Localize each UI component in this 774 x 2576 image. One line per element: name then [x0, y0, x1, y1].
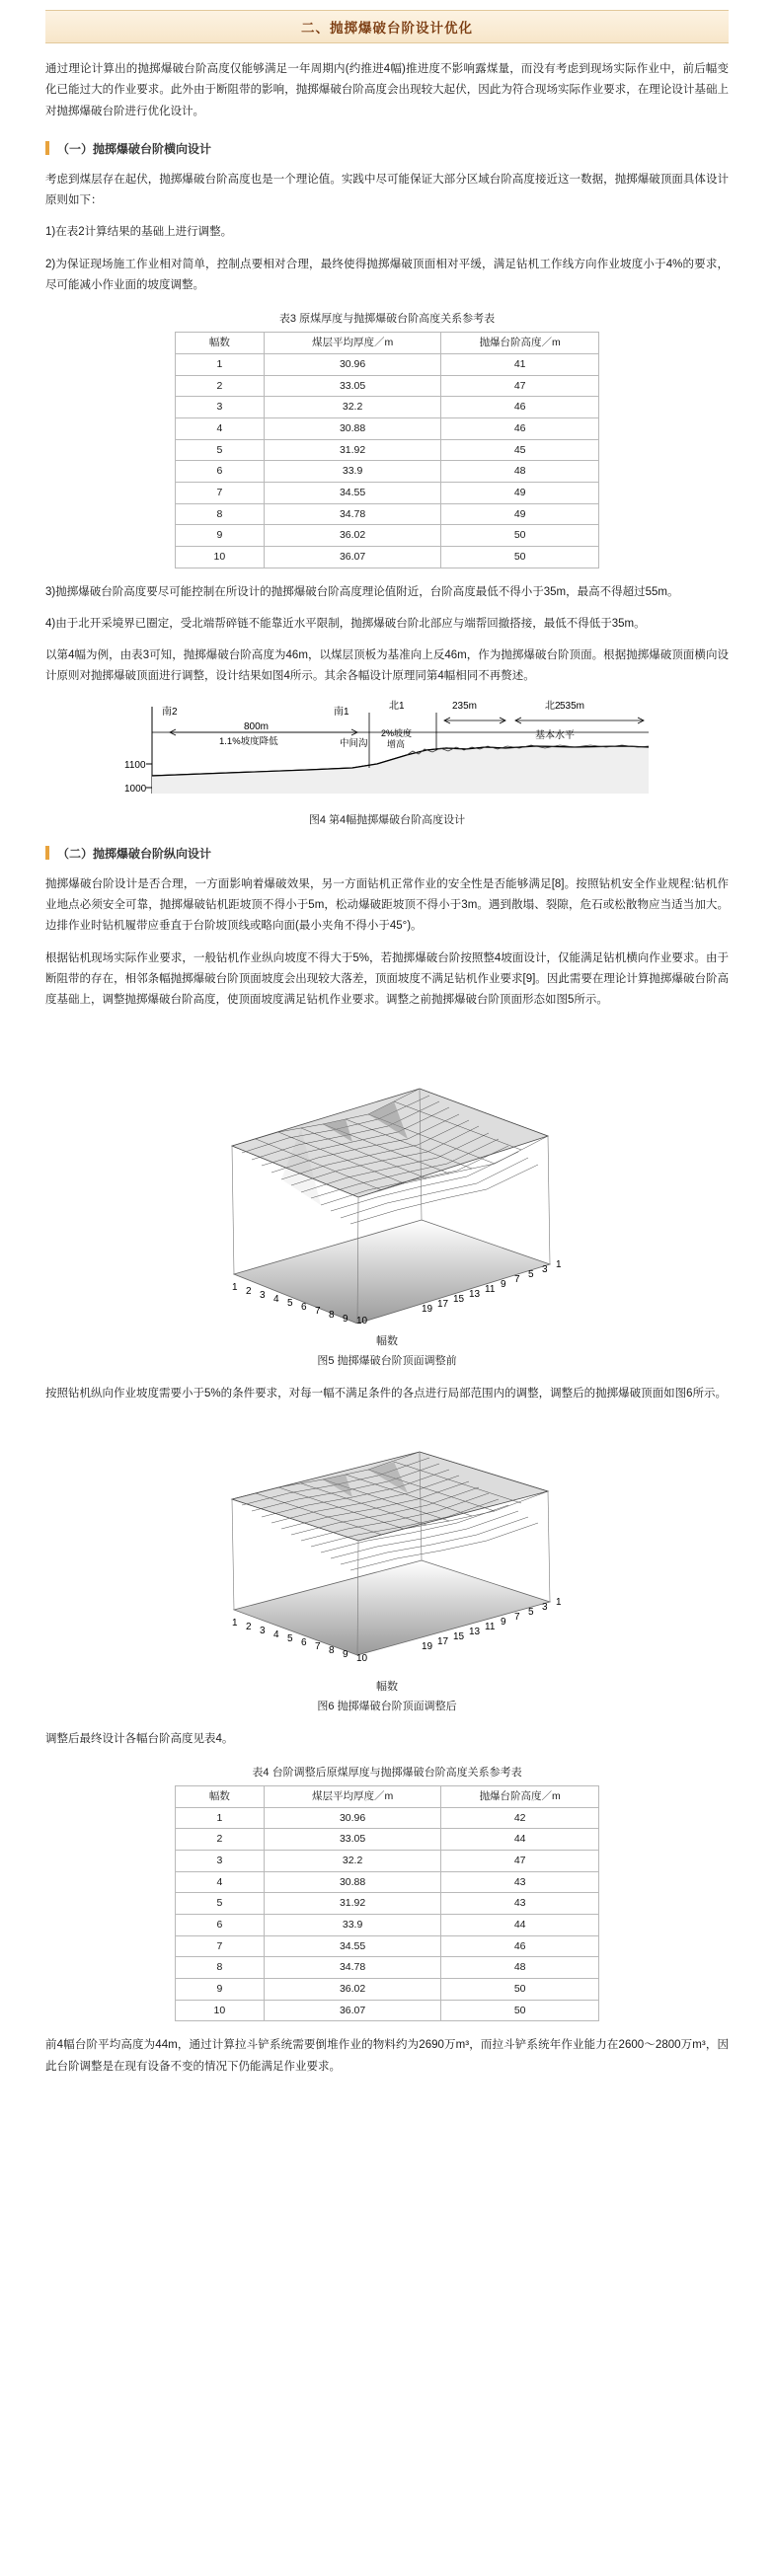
fig5-xtick-4: 5 — [287, 1298, 293, 1310]
fig4-label-south1: 南1 — [334, 706, 349, 718]
fig6-xtick-8: 9 — [343, 1648, 348, 1660]
table4-r8c2: 50 — [441, 1979, 599, 2001]
paragraph-drill-slope — [45, 948, 729, 1012]
table3-r5c2: 48 — [441, 461, 599, 483]
fig5-xtick-3: 4 — [273, 1294, 279, 1306]
fig6-ytick-2: 5 — [528, 1606, 534, 1618]
figure-4-canvas — [111, 699, 663, 807]
table3-r0c1: 30.96 — [264, 353, 441, 375]
table-row — [176, 525, 599, 547]
section-title: 二、抛掷爆破台阶设计优化 — [45, 10, 729, 43]
table-row — [176, 1850, 599, 1871]
figure-6-axis-label: 幅数 — [376, 1680, 398, 1693]
table-row — [176, 397, 599, 418]
fig5-xtick-2: 3 — [260, 1290, 266, 1302]
table4-caption: 表4 台阶调整后原煤厚度与抛掷爆破台阶高度关系参考表 — [252, 1766, 522, 1779]
accent-bar-icon — [45, 141, 49, 155]
table3-r4c2: 45 — [441, 439, 599, 461]
fig6-xtick-0: 1 — [232, 1617, 238, 1629]
fig5-xtick-9: 10 — [356, 1316, 368, 1325]
table3-r9c1: 36.07 — [264, 547, 441, 568]
table3-header-2: 抛爆台阶高度／m — [441, 333, 599, 354]
table3-r4c1: 31.92 — [264, 439, 441, 461]
table-row — [176, 482, 599, 503]
table3-r3c0: 4 — [176, 417, 265, 439]
fig4-y-top: 1100 — [124, 759, 146, 771]
fig5-xtick-8: 9 — [343, 1314, 348, 1325]
table4-r7c0: 8 — [176, 1957, 265, 1979]
fig4-label-center: 中间沟 — [340, 737, 368, 749]
fig4-label-slope-1: 2%坡度 — [381, 727, 413, 738]
table3-r6c1: 34.55 — [264, 482, 441, 503]
fig6-xtick-3: 4 — [273, 1629, 279, 1640]
table3-r4c0: 5 — [176, 439, 265, 461]
table4-r5c1: 33.9 — [264, 1915, 441, 1936]
fig6-ytick-4: 9 — [501, 1616, 506, 1628]
subheading-label: （一）抛掷爆破台阶横向设计 — [57, 141, 212, 156]
fig4-label-north2: 北2 — [545, 700, 561, 712]
table-row — [176, 439, 599, 461]
fig4-label-slope-2: 增高 — [387, 738, 406, 749]
table-row — [176, 547, 599, 568]
fig6-ytick-7: 15 — [453, 1630, 465, 1642]
table4-header-1: 煤层平均厚度／m — [264, 1785, 441, 1807]
fig5-xtick-1: 2 — [246, 1286, 252, 1298]
fig6-ytick-8: 17 — [437, 1635, 449, 1647]
fig6-xtick-5: 6 — [301, 1636, 307, 1648]
fig5-ytick-1: 3 — [542, 1264, 548, 1276]
fig4-label-n2-len: 535m — [560, 700, 585, 712]
fig5-ytick-6: 13 — [469, 1289, 481, 1301]
table4-r6c2: 46 — [441, 1935, 599, 1957]
fig6-ytick-1: 3 — [542, 1601, 548, 1613]
fig6-xtick-2: 3 — [260, 1625, 266, 1636]
figure-5 — [45, 1022, 729, 1368]
figure-5-svg — [175, 1027, 599, 1324]
table3-r3c2: 46 — [441, 417, 599, 439]
table4-header-2: 抛爆台阶高度／m — [441, 1785, 599, 1807]
table-row — [176, 2000, 599, 2021]
table-adjusted-thickness — [175, 1785, 599, 2022]
table3-r0c0: 1 — [176, 353, 265, 375]
fig6-xtick-9: 10 — [356, 1652, 368, 1664]
table4-r6c1: 34.55 — [264, 1935, 441, 1957]
table3-r2c0: 3 — [176, 397, 265, 418]
fig4-ground-fill — [152, 746, 649, 794]
fig6-ytick-6: 13 — [469, 1626, 481, 1637]
fig4-label-south2: 南2 — [162, 706, 178, 718]
table3-r0c2: 41 — [441, 353, 599, 375]
table4-r9c1: 36.07 — [264, 2000, 441, 2021]
fig6-ytick-5: 11 — [485, 1621, 496, 1632]
fig5-ytick-0: 1 — [556, 1259, 562, 1271]
fig4-label-seg1-sub: 1.1%坡度降低 — [219, 735, 278, 747]
paragraph-intro: 通过理论计算出的抛掷爆破台阶高度仅能够满足一年周期内(约推进4幅)推进度不影响露煤量，而没有考虑到现场实际作业中，前后幅变化已能过大的作业要求。此外由于断阻带的影响，抛掷爆破台阶高度会出现较大起伏，因此为符合现场实际作业要求，在理论设计基础上对抛掷爆破台阶进行优化设计。 — [45, 63, 729, 117]
paragraph-rule-2: 2)为保证现场施工作业相对简单，控制点要相对合理，最终使得抛掷爆破顶面相对平缓，满足钻机工作线方向作业坡度小于4%的要求，尽可能减小作业面的坡度调整。 — [45, 258, 729, 291]
paragraph-rule-1: 1)在表2计算结果的基础上进行调整。 — [45, 226, 233, 239]
table-header-row — [176, 333, 599, 354]
table-row — [176, 1871, 599, 1893]
table4-r9c2: 50 — [441, 2000, 599, 2021]
fig5-ytick-4: 9 — [501, 1279, 506, 1291]
figure-6 — [45, 1416, 729, 1713]
fig5-xtick-0: 1 — [232, 1282, 238, 1294]
table4-r3c1: 30.88 — [264, 1871, 441, 1893]
fig5-ytick-3: 7 — [514, 1274, 520, 1286]
table-row — [176, 1893, 599, 1915]
table4-r9c0: 10 — [176, 2000, 265, 2021]
table4-r7c2: 48 — [441, 1957, 599, 1979]
accent-bar-icon — [45, 846, 49, 860]
paragraph-conclusion: 前4幅台阶平均高度为44m，通过计算拉斗铲系统需要倒堆作业的物料约为2690万m³，而拉斗铲系统年作业能力在2600～2800万m³，因此台阶调整是在现有设备不变的情况下仍能满足作业要求。 — [45, 2039, 729, 2073]
fig6-xtick-4: 5 — [287, 1632, 293, 1644]
table4-r3c0: 4 — [176, 1871, 265, 1893]
fig4-label-seg1: 800m — [244, 720, 270, 732]
subheading-label: （二）抛掷爆破台阶纵向设计 — [57, 846, 212, 861]
table4-r0c2: 42 — [441, 1807, 599, 1829]
fig5-ytick-8: 17 — [437, 1299, 449, 1311]
fig5-base-plane — [234, 1220, 550, 1324]
fig5-ytick-5: 11 — [485, 1284, 496, 1296]
table-row — [176, 461, 599, 483]
table3-r1c0: 2 — [176, 375, 265, 397]
table3-r6c2: 49 — [441, 482, 599, 503]
fig6-ytick-3: 7 — [514, 1611, 520, 1623]
table4-r4c2: 43 — [441, 1893, 599, 1915]
table-row — [176, 503, 599, 525]
table3-r1c2: 47 — [441, 375, 599, 397]
table4-r3c2: 43 — [441, 1871, 599, 1893]
fig6-ytick-0: 1 — [556, 1596, 562, 1608]
table4-r2c1: 32.2 — [264, 1850, 441, 1871]
fig5-ytick-2: 5 — [528, 1269, 534, 1281]
fig4-label-north1: 北1 — [389, 700, 405, 712]
table-row — [176, 417, 599, 439]
table4-r1c2: 44 — [441, 1829, 599, 1851]
document-content — [0, 59, 774, 2078]
table-row — [176, 353, 599, 375]
table3-caption: 表3 原煤厚度与抛掷爆破台阶高度关系参考表 — [278, 313, 496, 326]
subheading-vertical-design — [45, 845, 729, 862]
table-row — [176, 1807, 599, 1829]
figure-5-caption: 图5 抛掷爆破台阶顶面调整前 — [317, 1355, 457, 1368]
table3-r3c1: 30.88 — [264, 417, 441, 439]
table4-r8c0: 9 — [176, 1979, 265, 2001]
subheading-horizontal-design — [45, 140, 729, 157]
fig4-label-n1-len: 235m — [452, 700, 478, 712]
table-row — [176, 1829, 599, 1851]
fig5-xtick-5: 6 — [301, 1302, 307, 1314]
paragraph-rule-4: 4)由于北开采境界已圈定，受北端帮碎链不能靠近水平限制，抛掷爆破台阶北部应与端帮回撤搭接，最低不得低于35m。 — [45, 617, 646, 630]
figure-4-caption: 图4 第4幅抛掷爆破台阶高度设计 — [308, 813, 466, 826]
table3-r8c0: 9 — [176, 525, 265, 547]
table3-r9c0: 10 — [176, 547, 265, 568]
table4-r0c1: 30.96 — [264, 1807, 441, 1829]
table-row — [176, 375, 599, 397]
table3-r5c0: 6 — [176, 461, 265, 483]
table3-r8c2: 50 — [441, 525, 599, 547]
table4-r2c0: 3 — [176, 1850, 265, 1871]
paragraph-safety-text: 抛掷爆破台阶设计是否合理，一方面影响着爆破效果，另一方面钻机正常作业的安全性是否能够满足[8]。按照钻机安全作业规程:钻机作业地点必须安全可靠，抛掷爆破钻机距坡顶不得小于5m，松动爆破距坡顶不得小于3m。遇到散塌、裂隙，危石或松散物应当适当加大。边排作业时钻机履带应垂直于台阶坡顶线或略向面(最小夹角不得小于45°)。 — [45, 877, 729, 933]
table3-r5c1: 33.9 — [264, 461, 441, 483]
figure-5-axis-label: 幅数 — [376, 1335, 398, 1348]
table3-r7c0: 8 — [176, 503, 265, 525]
table3-r8c1: 36.02 — [264, 525, 441, 547]
fig4-y-bottom: 1000 — [124, 783, 147, 795]
fig6-xtick-7: 8 — [329, 1644, 335, 1656]
table4-r2c2: 47 — [441, 1850, 599, 1871]
fig6-xtick-6: 7 — [315, 1640, 321, 1652]
table3-r9c2: 50 — [441, 547, 599, 568]
figure-6-caption: 图6 抛掷爆破台阶顶面调整后 — [317, 1700, 457, 1712]
fig5-xtick-6: 7 — [315, 1306, 321, 1318]
paragraph-safety — [45, 874, 729, 938]
paragraph-example: 以第4幅为例，由表3可知，抛掷爆破台阶高度为46m，以煤层顶板为基准向上反46m，作为抛掷爆破台阶顶面。根据抛掷爆破顶面横向设计原则对抛掷爆破顶面进行调整，设计结果如图4所示。其余各幅设计原理同第4幅相同不再赘述。 — [45, 649, 729, 683]
table-row — [176, 1979, 599, 2001]
paragraph-table4-intro: 调整后最终设计各幅台阶高度见表4。 — [45, 1732, 234, 1745]
table3-r2c2: 46 — [441, 397, 599, 418]
paragraph-adjustment: 按照钻机纵向作业坡度需要小于5%的条件要求，对每一幅不满足条件的各点进行局部范围内的调整，调整后的抛掷爆破顶面如图6所示。 — [45, 1388, 728, 1401]
table4-r6c0: 7 — [176, 1935, 265, 1957]
fig6-ytick-9: 19 — [422, 1640, 433, 1652]
table3-r7c1: 34.78 — [264, 503, 441, 525]
fig5-ytick-9: 19 — [422, 1304, 433, 1316]
document-page — [0, 10, 774, 2576]
table-row — [176, 1915, 599, 1936]
table3-r1c1: 33.05 — [264, 375, 441, 397]
table-header-row — [176, 1785, 599, 1807]
table4-r7c1: 34.78 — [264, 1957, 441, 1979]
table4-r4c1: 31.92 — [264, 1893, 441, 1915]
figure-4-svg — [111, 699, 663, 802]
paragraph-drill-slope-text: 根据钻机现场实际作业要求，一般钻机作业纵向坡度不得大于5%，若抛掷爆破台阶按照整4坡面设计，仅能满足钻机横向作业要求。由于断阻带的存在，相邻条幅抛掷爆破台阶顶面坡度会出现较大落差，顶面坡度不满足钻机作业要求[9]。因此需要在理论计算抛掷爆破台阶高度基础上，调整抛掷爆破台阶高度，使顶面坡度满足钻机作业要求。调整之前抛掷爆破台阶顶面形态如图5所示。 — [45, 951, 729, 1007]
table4-r1c0: 2 — [176, 1829, 265, 1851]
figure-4 — [45, 699, 729, 827]
table4-r5c2: 44 — [441, 1915, 599, 1936]
table3-header-1: 煤层平均厚度／m — [264, 333, 441, 354]
table4-header-0: 幅数 — [176, 1785, 265, 1807]
table4-r1c1: 33.05 — [264, 1829, 441, 1851]
table3-header-0: 幅数 — [176, 333, 265, 354]
fig5-ytick-7: 15 — [453, 1294, 465, 1306]
figure-6-svg — [175, 1422, 599, 1669]
table3-r2c1: 32.2 — [264, 397, 441, 418]
table4-r4c0: 5 — [176, 1893, 265, 1915]
table-row — [176, 1957, 599, 1979]
table-row — [176, 1935, 599, 1957]
fig5-xtick-7: 8 — [329, 1310, 335, 1322]
table3-r7c2: 49 — [441, 503, 599, 525]
table4-r5c0: 6 — [176, 1915, 265, 1936]
fig6-xtick-1: 2 — [246, 1621, 252, 1632]
paragraph-principle-intro: 考虑到煤层存在起伏，抛掷爆破台阶高度也是一个理论值。实践中尽可能保证大部分区域台阶高度接近这一数据，抛掷爆破顶面具体设计原则如下： — [45, 173, 729, 207]
table4-r0c0: 1 — [176, 1807, 265, 1829]
paragraph-rule-3: 3)抛掷爆破台阶高度要尽可能控制在所设计的抛掷爆破台阶高度理论值附近，台阶高度最低不得小于35m，最高不得超过55m。 — [45, 585, 679, 598]
fig4-label-n2-sub: 基本水平 — [535, 729, 575, 741]
fig6-base-plane — [234, 1560, 550, 1655]
table4-r8c1: 36.02 — [264, 1979, 441, 2001]
table3-r6c0: 7 — [176, 482, 265, 503]
table-original-thickness — [175, 332, 599, 568]
